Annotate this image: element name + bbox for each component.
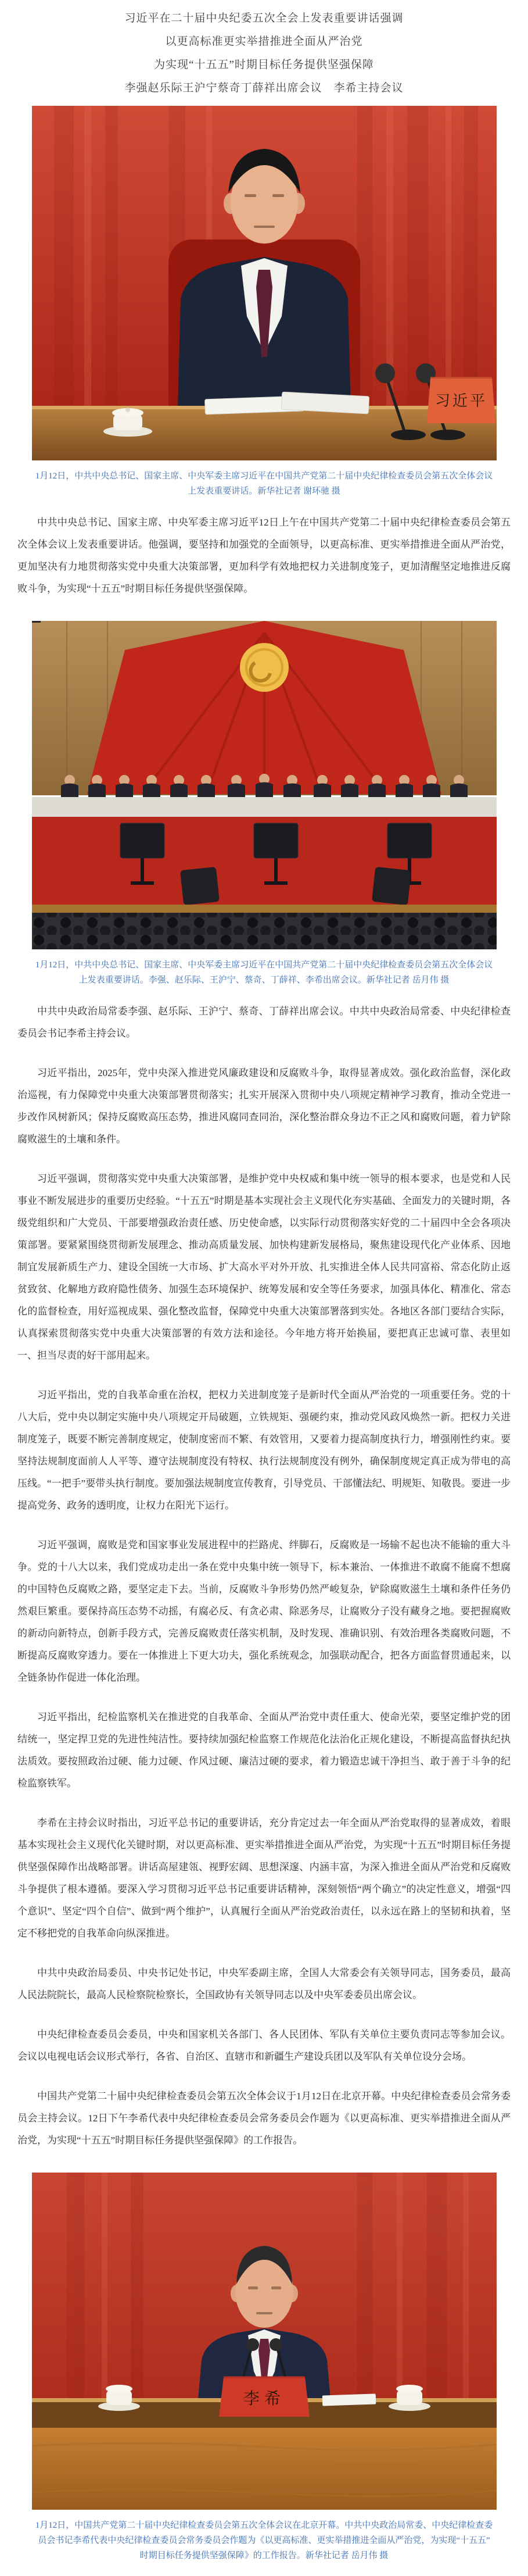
- party-emblem: [240, 643, 289, 692]
- article-paragraph: 习近平强调，贯彻落实党中央重大决策部署，是维护党中央权威和集中统一领导的根本要求，也是党和人民事业不断发展进步的重要历史经验。“十五五”时期是基本实现社会主义现代化夯实基础、全面发力的关键时期，各级党组织和广大党员、干部要增强政治责任感、历史使命感，以实际行动贯彻落实好党的二十届四中全会各项决策部署。要紧紧围绕贯彻新发展理念、推动高质量发展、加快构建新发展格局，聚焦建设现代化产业体系、因地制宜发展新质生产力、建设全国统一大市场、扩大高水平对外开放、扎实推进全体人民共同富裕、常态化防止返贫致贫、化解地方政府隐性债务、加强生态环境保护、统筹发展和安全等任务要求，加强具体化、精准化、常态化的监督检查，用好巡视成果、强化整改监督，保障党中央重大决策部署落到实处。各地区各部门要结合实际，认真探索贯彻落实党中央重大决策部署的有效方法和途径。今年地方将开始换届，要把真正忠诚可靠、表里如一、担当尽责的好干部用起来。: [17, 1173, 511, 1361]
- placard-text-xi: 习近平: [434, 392, 487, 409]
- papers: [322, 2393, 376, 2406]
- article-paragraph: 习近平强调，腐败是党和国家事业发展进程中的拦路虎、绊脚石，反腐败是一场输不起也决不能输的重大斗争。党的十八大以来，我们党成功走出一条在党中央集中统一领导下，标本兼治、一体推进不敢腐不能腐不想腐的中国特色反腐败之路，要坚定走下去。当前，反腐败斗争形势仍然严峻复杂，铲除腐败滋生土壤和条件任务仍然艰巨繁重。要保持高压态势不动摇，有腐必反、有贪必肃、除恶务尽，让腐败分子没有藏身之地。要把握腐败的新动向新特点，创新手段方式，完善反腐败责任落实机制，及时发现、准确识别、有效治理各类腐败问题，不断提高反腐败穿透力。要在一体推进上下更大功夫，强化系统观念，加强联动配合，把各方面监督贯通起来，以全链条协作促进一体化治理。: [17, 1539, 511, 1683]
- article-paragraph: 习近平指出，纪检监察机关在推进党的自我革命、全面从严治党中责任重大、使命光荣，要坚定维护党的团结统一，坚定捍卫党的先进性纯洁性。要持续加强纪检监察工作规范化法治化正规化建设，不断提高监督执纪执法质效。要按照政治过硬、能力过硬、作风过硬、廉洁过硬的要求，着力锻造忠诚干净担当、敢于善于斗争的纪检监察铁军。: [17, 1712, 511, 1789]
- headline-block: [0, 0, 528, 102]
- figure-xi-speaking: [0, 102, 528, 499]
- article-paragraph: 中共中央政治局委员、中央书记处书记，中央军委副主席，全国人大常委会有关领导同志，国务委员，最高人民法院院长，最高人民检察院检察长，全国政协有关领导同志以及中央军委委员出席会议。: [17, 1967, 511, 2000]
- name-placard: [427, 378, 495, 423]
- desk: [32, 409, 497, 460]
- photo-li-xi-report: [32, 2173, 497, 2510]
- photo-caption-2: 1月12日，中共中央总书记、国家主席、中央军委主席习近平在中国共产党第二十届中央纪律检查委员会第五次全体会议上发表重要讲话。李强、赵乐际、王沪宁、蔡奇、丁薛祥、李希出席会议。新华社记者 岳月伟 摄: [35, 960, 493, 985]
- article-paragraph: 习近平指出，2025年，党中央深入推进党风廉政建设和反腐败斗争，取得显著成效。强化政治监督，深化政治巡视，有力保障党中央重大决策部署贯彻落实；扎实开展深入贯彻中央八项规定精神学习教育，推动全党进一步改作风树新风；保持反腐败高压态势，推进风腐同查同治，深化整治群众身边不正之风和腐败问题，着力铲除腐败滋生的土壤和条件。: [17, 1067, 511, 1145]
- article-paragraph: 中国共产党第二十届中央纪律检查委员会第五次全体会议于1月12日在北京开幕。中央纪律检查委员会常务委员会主持会议。12日下午李希代表中央纪律检查委员会常务委员会作题为《以更高标准、更实举措推进全面从严治党，为实现“十五五”时期目标任务提供坚强保障》的工作报告。: [17, 2091, 511, 2146]
- article-paragraph: 中共中央总书记、国家主席、中央军委主席习近平12日上午在中国共产党第二十届中央纪律检查委员会第五次全体会议上发表重要讲话。他强调，要坚持和加强党的全面领导，以更高标准、更实举措推进全面从严治党，更加坚决有力地贯彻落实党中央重大决策部署，更加科学有效地把权力关进制度笼子，更加清醒坚定地推进反腐败斗争，为实现“十五五”时期目标任务提供坚强保障。: [17, 517, 511, 594]
- figure-li-xi-report: [0, 2169, 528, 2563]
- headline-line-2: 以更高标准更实举措推进全面从严治党: [165, 35, 363, 48]
- stage-front-edge: [32, 905, 497, 913]
- headline-line-3: 为实现“十五五”时期目标任务提供坚强保障: [154, 59, 374, 71]
- placard-text-li-xi: 李希: [243, 2390, 285, 2408]
- photo-plenary-hall: [32, 621, 497, 949]
- article-body-2: [0, 1001, 528, 2152]
- audience: [32, 913, 497, 949]
- name-placard: [219, 2377, 310, 2417]
- article-body-1: [0, 512, 528, 600]
- article-paragraph: 李希在主持会议时指出，习近平总书记的重要讲话，充分肯定过去一年全面从严治党取得的显著成效，着眼基本实现社会主义现代化关键时期，对以更高标准、更实举措推进全面从严治党，为实现“十五五”时期目标任务提供坚强保障作出战略部署。讲话高屋建瓴、视野宏阔、思想深邃、内涵丰富，为深入推进全面从严治党和反腐败斗争提供了根本遵循。要深入学习贯彻习近平总书记重要讲话精神，深刻领悟“两个确立”的决定性意义，增强“四个意识”、坚定“四个自信”、做到“两个维护”，认真履行全面从严治党政治责任，以永远在路上的坚韧和执着，坚定不移把党的自我革命向纵深推进。: [17, 1817, 511, 1939]
- photo-xi-speaking: [32, 106, 497, 460]
- headline-line-4: 李强赵乐际王沪宁蔡奇丁薛祥出席会议 李希主持会议: [124, 82, 404, 94]
- photo-caption-3: 1月12日，中国共产党第二十届中央纪律检查委员会第五次全体会议在北京开幕。中共中央政治局常委、中央纪律检查委员会书记李希代表中央纪律检查委员会常务委员会作题为《以更高标准、更实举措推进全面从严治党，为实现“十五五”时期目标任务提供坚强保障》的工作报告。新华社记者 岳月伟 摄: [35, 2521, 493, 2560]
- article-paragraph: 中共中央政治局常委李强、赵乐际、王沪宁、蔡奇、丁薛祥出席会议。中共中央政治局常委、中央纪律检查委员会书记李希主持会议。: [17, 1006, 511, 1039]
- headline-line-1: 习近平在二十届中央纪委五次全会上发表重要讲话强调: [124, 12, 404, 24]
- figure-plenary-hall: [0, 617, 528, 988]
- photo-caption-1: 1月12日，中共中央总书记、国家主席、中央军委主席习近平在中国共产党第二十届中央纪律检查委员会第五次全体会议上发表重要讲话。新华社记者 谢环驰 摄: [35, 471, 493, 496]
- article-paragraph: 中央纪律检查委员会委员，中央和国家机关各部门、各人民团体、军队有关单位主要负责同志等参加会议。会议以电视电话会议形式举行，各省、自治区、直辖市和新疆生产建设兵团以及军队有关单位设分会场。: [17, 2029, 511, 2062]
- article-paragraph: 习近平指出，党的自我革命重在治权，把权力关进制度笼子是新时代全面从严治党的一项重要任务。党的十八大后，党中央以制定实施中央八项规定开局破题，立铁规矩、强硬约束，推动党风政风焕然一新。把权力关进制度笼子，既要不断完善制度规定，使制度密而不繁、有效管用，又要着力提高制度执行力，增强刚性约束。要坚持法规制度面前人人平等、遵守法规制度没有特权、执行法规制度没有例外，确保制度规定真正成为带电的高压线。“一把手”要带头执行制度。要加强法规制度宣传教育，引导党员、干部懂法纪、明规矩、知敬畏。要进一步提高党务、政务的透明度，让权力在阳光下运行。: [17, 1389, 511, 1511]
- rostrum-table: [32, 797, 497, 817]
